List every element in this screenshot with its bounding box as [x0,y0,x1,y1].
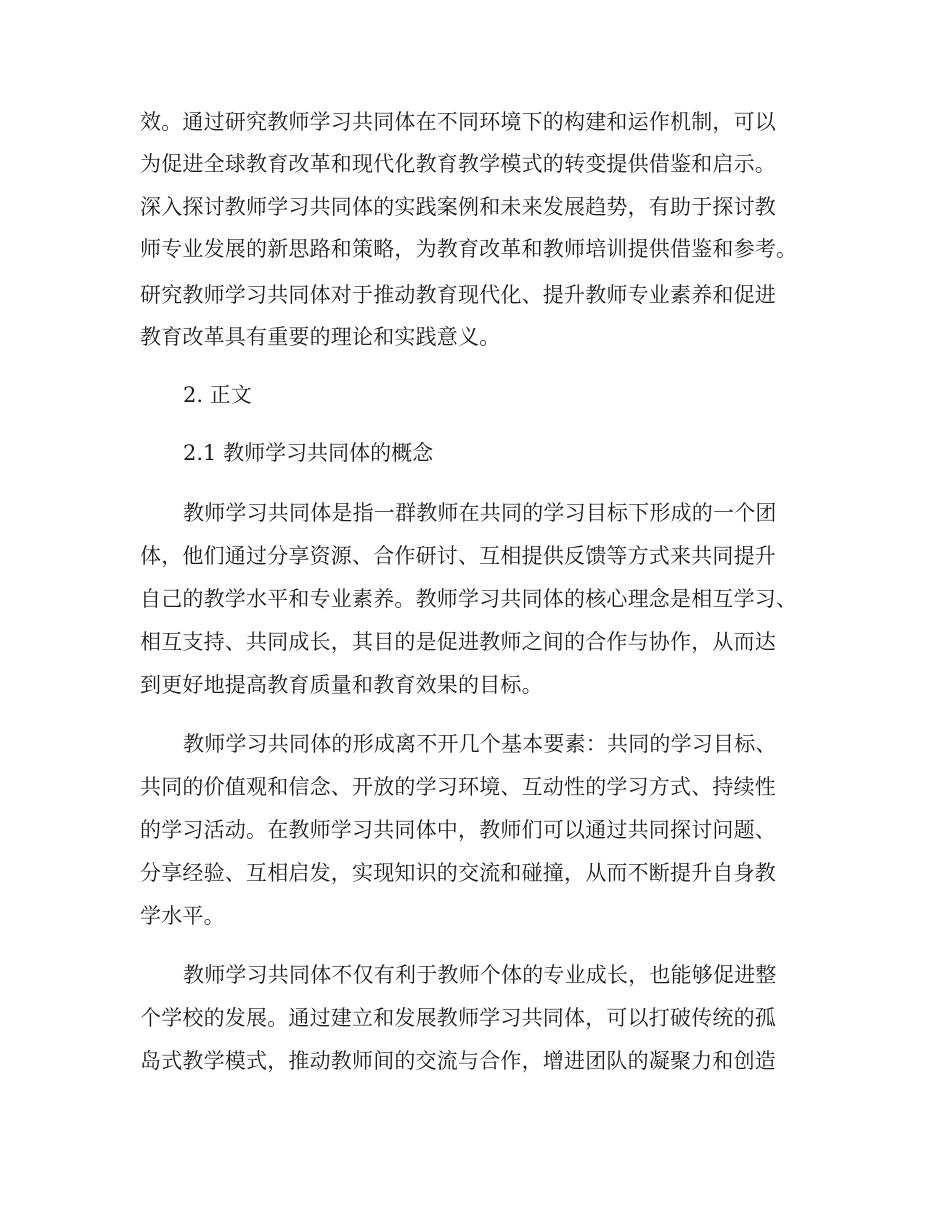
subsection-heading: 2.1 教师学习共同体的概念 [183,441,434,465]
intro-line-5: 研究教师学习共同体对于推动教育现代化、提升教师专业素养和促进 [140,283,776,307]
paragraph2-line-1: 教师学习共同体的形成离不开几个基本要素：共同的学习目标、 [183,732,777,756]
paragraph2-line-3: 的学习活动。在教师学习共同体中，教师们可以通过共同探讨问题、 [140,818,776,842]
paragraph2-line-5: 学水平。 [140,904,225,928]
intro-line-6: 教育改革具有重要的理论和实践意义。 [140,325,501,349]
paragraph1-line-1: 教师学习共同体是指一群教师在共同的学习目标下形成的一个团 [183,501,777,525]
section-heading: 2. 正文 [183,383,252,407]
paragraph1-line-5: 到更好地提高教育质量和教育效果的目标。 [140,673,543,697]
paragraph1-line-4: 相互支持、共同成长，其目的是促进教师之间的合作与协作，从而达 [140,630,776,654]
paragraph1-line-3: 自己的教学水平和专业素养。教师学习共同体的核心理念是相互学习、 [140,587,798,611]
paragraph3-line-3: 岛式教学模式，推动教师间的交流与合作，增进团队的凝聚力和创造 [140,1049,776,1073]
intro-line-2: 为促进全球教育改革和现代化教育教学模式的转变提供借鉴和启示。 [140,152,776,176]
paragraph2-line-4: 分享经验、互相启发，实现知识的交流和碰撞，从而不断提升自身教 [140,861,776,885]
paragraph1-line-2: 体，他们通过分享资源、合作研讨、互相提供反馈等方式来共同提升 [140,544,776,568]
intro-line-4: 师专业发展的新思路和策略，为教育改革和教师培训提供借鉴和参考。 [140,237,798,261]
intro-line-1: 效。通过研究教师学习共同体在不同环境下的构建和运作机制，可以 [140,110,776,134]
paragraph3-line-1: 教师学习共同体不仅有利于教师个体的专业成长，也能够促进整 [183,963,777,987]
paragraph3-line-2: 个学校的发展。通过建立和发展教师学习共同体，可以打破传统的孤 [140,1006,776,1030]
intro-line-3: 深入探讨教师学习共同体的实践案例和未来发展趋势，有助于探讨教 [140,195,776,219]
paragraph2-line-2: 共同的价值观和信念、开放的学习环境、互动性的学习方式、持续性 [140,775,776,799]
